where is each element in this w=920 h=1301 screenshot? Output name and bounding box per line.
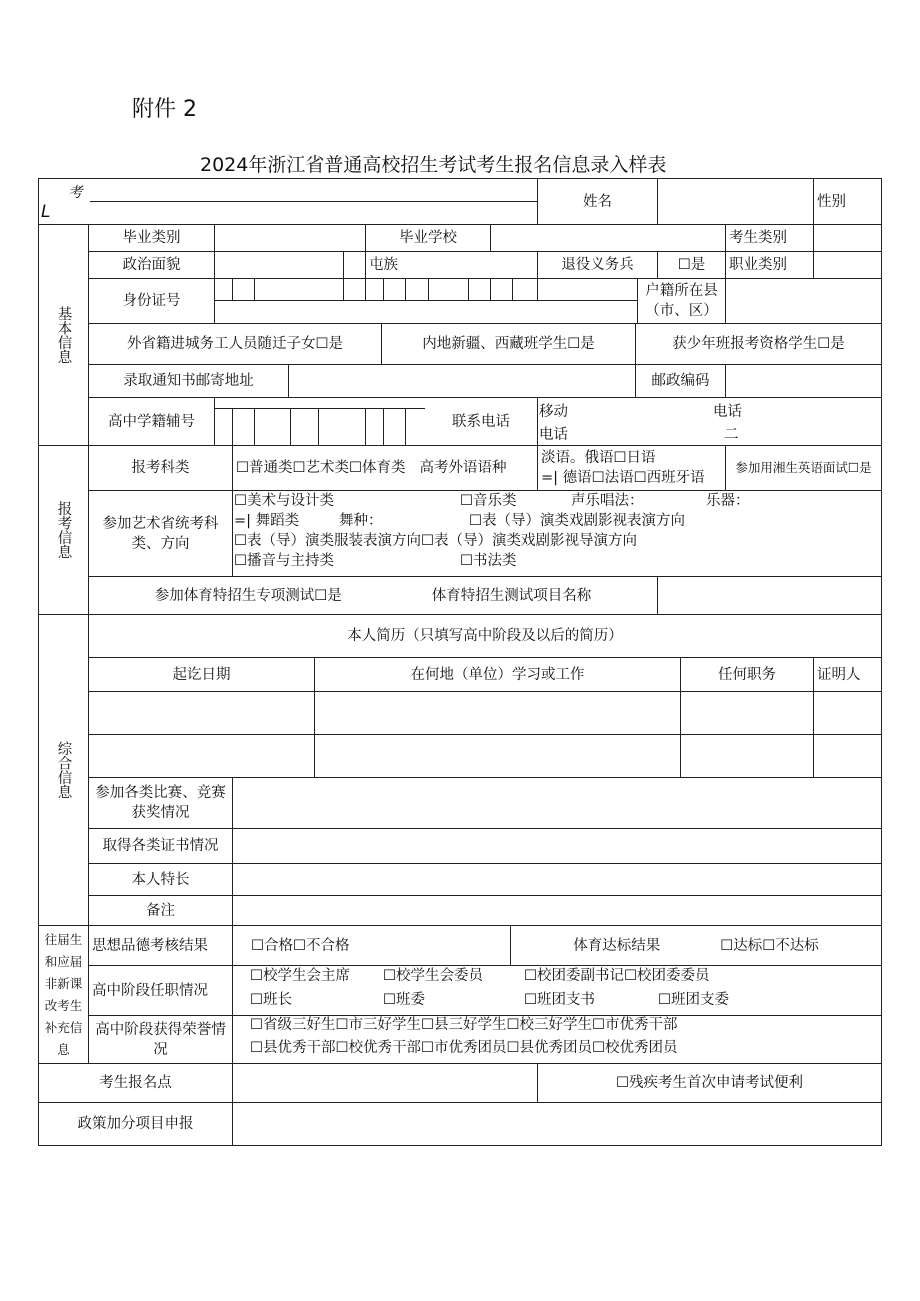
school-reg-box-line: [383, 408, 384, 445]
id-box-line: [512, 278, 513, 300]
political-label: 政治面貌: [88, 251, 215, 279]
moral-options[interactable]: ☐合格☐不合格: [232, 925, 511, 966]
veteran-yes-checkbox[interactable]: ☐是: [657, 251, 726, 279]
job-type-field[interactable]: [813, 251, 882, 279]
id-box-line: [468, 278, 469, 300]
address-label: 录取通知书邮寄地址: [88, 364, 289, 398]
resume-header-dates: 起讫日期: [88, 657, 315, 692]
apply-section-label: 报考信息: [55, 501, 72, 559]
awards-label: [88, 777, 233, 829]
art-option-fashion-directing[interactable]: ☐表（导）演类服装表演方向☐表（导）演类戏剧影视导演方向: [234, 533, 637, 549]
instrument-label: 乐器：: [706, 493, 750, 509]
resume-cell[interactable]: [88, 734, 315, 778]
subject-options[interactable]: ☐普通类☐艺术类☐体育类: [236, 460, 406, 476]
moral-label: 思想品德考核结果: [88, 925, 233, 966]
honors-label-line1: 高中阶段获得荣誉情: [95, 1021, 226, 1038]
juvenile-checkbox[interactable]: 获少年班报考资格学生☐是: [635, 323, 882, 365]
art-option-acting[interactable]: ☐表（导）演类戏剧影视表演方向: [469, 513, 685, 529]
id-label: 身份证号: [88, 278, 215, 324]
honors-label: [88, 1015, 233, 1064]
id-box-line: [537, 278, 538, 300]
language-options[interactable]: [537, 445, 726, 491]
school-reg-field[interactable]: [214, 397, 426, 446]
student-type-field[interactable]: [813, 224, 882, 252]
resume-header-position: 任何职务: [680, 657, 814, 692]
subject-label: 报考科类: [88, 445, 233, 491]
posts-label: 高中阶段任职情况: [88, 965, 233, 1016]
migrant-checkbox[interactable]: 外省籍进城务工人员随迁子女☐是: [88, 323, 382, 365]
exam-number-underline: [90, 201, 537, 202]
remarks-field[interactable]: [232, 895, 882, 926]
basic-section-label: 基本信息: [55, 306, 72, 364]
resume-cell[interactable]: [680, 691, 814, 735]
policy-label: 政策加分项目申报: [38, 1102, 233, 1146]
postcode-label: 邮政编码: [635, 364, 726, 398]
resume-header-witness: 证明人: [813, 657, 882, 692]
certs-label: 取得各类证书情况: [88, 828, 233, 864]
pe-label: 体育达标结果: [573, 937, 661, 954]
school-reg-box-line: [232, 408, 233, 445]
resume-cell[interactable]: [813, 691, 882, 735]
post-option[interactable]: ☐校学生会主席: [250, 968, 350, 984]
art-label: 参加艺术省统考科类、方向: [88, 490, 233, 577]
phone-field[interactable]: [537, 397, 882, 446]
art-option-broadcasting[interactable]: ☐播音与主持类: [234, 553, 334, 569]
attachment-label: 附件 2: [132, 97, 197, 122]
resume-cell[interactable]: [314, 691, 681, 735]
honors-label-line2: 况: [153, 1041, 168, 1058]
art-option-music[interactable]: ☐音乐类: [460, 493, 517, 509]
job-type-label: 职业类别: [725, 251, 814, 279]
language-label: 高考外语语种: [419, 460, 507, 476]
school-reg-box-line: [365, 408, 366, 445]
resume-title: 本人简历（只填写高中阶段及以后的简历）: [88, 614, 882, 658]
name-field[interactable]: [657, 178, 814, 225]
specialty-label: 本人特长: [88, 863, 233, 896]
post-option[interactable]: ☐班团支委: [658, 992, 729, 1008]
grad-school-label: 毕业学校: [365, 224, 491, 252]
apply-section: [38, 445, 89, 615]
id-box-line: [383, 278, 384, 300]
student-type-label: 考生类别: [725, 224, 814, 252]
post-option[interactable]: ☐校团委副书记☐校团委委员: [524, 968, 710, 984]
general-section: [38, 614, 89, 926]
school-reg-top-line: [214, 408, 425, 409]
post-option[interactable]: ☐校学生会委员: [383, 968, 483, 984]
tel-label-a: 电话: [713, 404, 742, 420]
resume-cell[interactable]: [680, 734, 814, 778]
english-interview-checkbox[interactable]: 参加用湘生英语面试☐是: [725, 445, 882, 491]
address-field[interactable]: [288, 364, 636, 398]
grad-school-field[interactable]: [490, 224, 726, 252]
honor-options-line2[interactable]: ☐县优秀干部☐校优秀干部☐市优秀团员☐县优秀团员☐校优秀团员: [250, 1040, 678, 1056]
id-box-line: [365, 278, 366, 300]
school-reg-box-line: [290, 408, 291, 445]
resume-header-place: 在何地（单位）学习或工作: [314, 657, 681, 692]
gender-label: 性别: [813, 178, 882, 225]
school-reg-box-line: [318, 408, 319, 445]
post-option[interactable]: ☐班长: [250, 992, 292, 1008]
pe-options[interactable]: ☐达标☐不达标: [720, 937, 819, 954]
awards-field[interactable]: [232, 777, 882, 829]
awards-label-line2: 获奖情况: [131, 805, 190, 821]
art-option-dance[interactable]: =| 舞蹈类: [234, 513, 300, 529]
hukou-field[interactable]: [725, 278, 882, 324]
resume-cell[interactable]: [88, 691, 315, 735]
sports-checkbox[interactable]: 参加体育特招生专项测试☐是: [154, 587, 342, 604]
hukou-label-line2: （市、区）: [645, 303, 718, 319]
grad-type-field[interactable]: [214, 224, 366, 252]
vocal-label: 声乐唱法：: [571, 493, 644, 509]
postcode-field[interactable]: [725, 364, 882, 398]
political-field[interactable]: [214, 251, 344, 279]
page-title: 2024年浙江省普通高校招生考试考生报名信息录入样表: [200, 154, 667, 176]
awards-label-line1: 参加各类比赛、竞赛: [95, 785, 226, 801]
xinjiang-checkbox[interactable]: 内地新疆、西藏班学生☐是: [381, 323, 636, 365]
grad-type-label: 毕业类别: [88, 224, 215, 252]
post-option[interactable]: ☐班团支书: [524, 992, 595, 1008]
site-field[interactable]: [232, 1063, 538, 1103]
remarks-label: 备注: [88, 895, 233, 926]
extra-section-label: 往届生和应届非新课改考生补充信息: [38, 925, 89, 1064]
language-line1[interactable]: 淡语。俄语☐日语: [541, 450, 656, 466]
disabled-checkbox[interactable]: ☐残疾考生首次申请考试便利: [537, 1063, 882, 1103]
sports-item-field[interactable]: [657, 576, 882, 615]
id-box-line: [490, 278, 491, 300]
subject-cell: [232, 445, 538, 491]
hukou-label: [637, 278, 726, 324]
post-option[interactable]: ☐班委: [383, 992, 425, 1008]
resume-cell[interactable]: [314, 734, 681, 778]
language-line2[interactable]: =| 德语☐法语☐西班牙语: [541, 470, 705, 486]
ethnic-label: 屯族: [365, 251, 538, 279]
mobile-label: 移动: [539, 404, 568, 420]
hukou-label-line1: 户籍所在县: [645, 283, 718, 299]
policy-field[interactable]: [232, 1102, 882, 1146]
dance-type-label: 舞种：: [339, 513, 383, 529]
phone-label: 联系电话: [425, 397, 538, 446]
tel-label-b: 电话: [539, 427, 568, 443]
id-divider: [214, 300, 638, 301]
basic-section: [38, 224, 89, 446]
tel-label-c: 二: [724, 427, 739, 443]
political-field-extra[interactable]: [343, 251, 366, 279]
sports-item-label: 体育特招生测试项目名称: [431, 587, 592, 604]
general-section-label: 综合信息: [55, 741, 72, 799]
certs-field[interactable]: [232, 828, 882, 864]
site-label: 考生报名点: [38, 1063, 233, 1103]
sports-row: [88, 576, 658, 615]
school-reg-box-line: [405, 408, 406, 445]
school-reg-box-line: [254, 408, 255, 445]
id-box-line: [428, 278, 429, 300]
honor-options-line1[interactable]: ☐省级三好生☐市三好学生☐县三好学生☐校三好学生☐市优秀干部: [250, 1017, 678, 1033]
kao-label: 考: [68, 185, 83, 201]
id-box-line: [343, 278, 344, 300]
id-box-line: [405, 278, 406, 300]
pe-row: [510, 925, 882, 966]
art-option-design[interactable]: ☐美术与设计类: [234, 493, 334, 509]
name-label: 姓名: [537, 178, 658, 225]
school-reg-label: 高中学籍辅号: [88, 397, 215, 446]
id-box-line: [232, 278, 233, 300]
resume-cell[interactable]: [813, 734, 882, 778]
id-box-line: [254, 278, 255, 300]
art-option-calligraphy[interactable]: ☐书法类: [460, 553, 517, 569]
l-mark: L: [41, 202, 51, 222]
specialty-field[interactable]: [232, 863, 882, 896]
veteran-label: 退役义务兵: [537, 251, 658, 279]
id-field[interactable]: [214, 278, 638, 324]
